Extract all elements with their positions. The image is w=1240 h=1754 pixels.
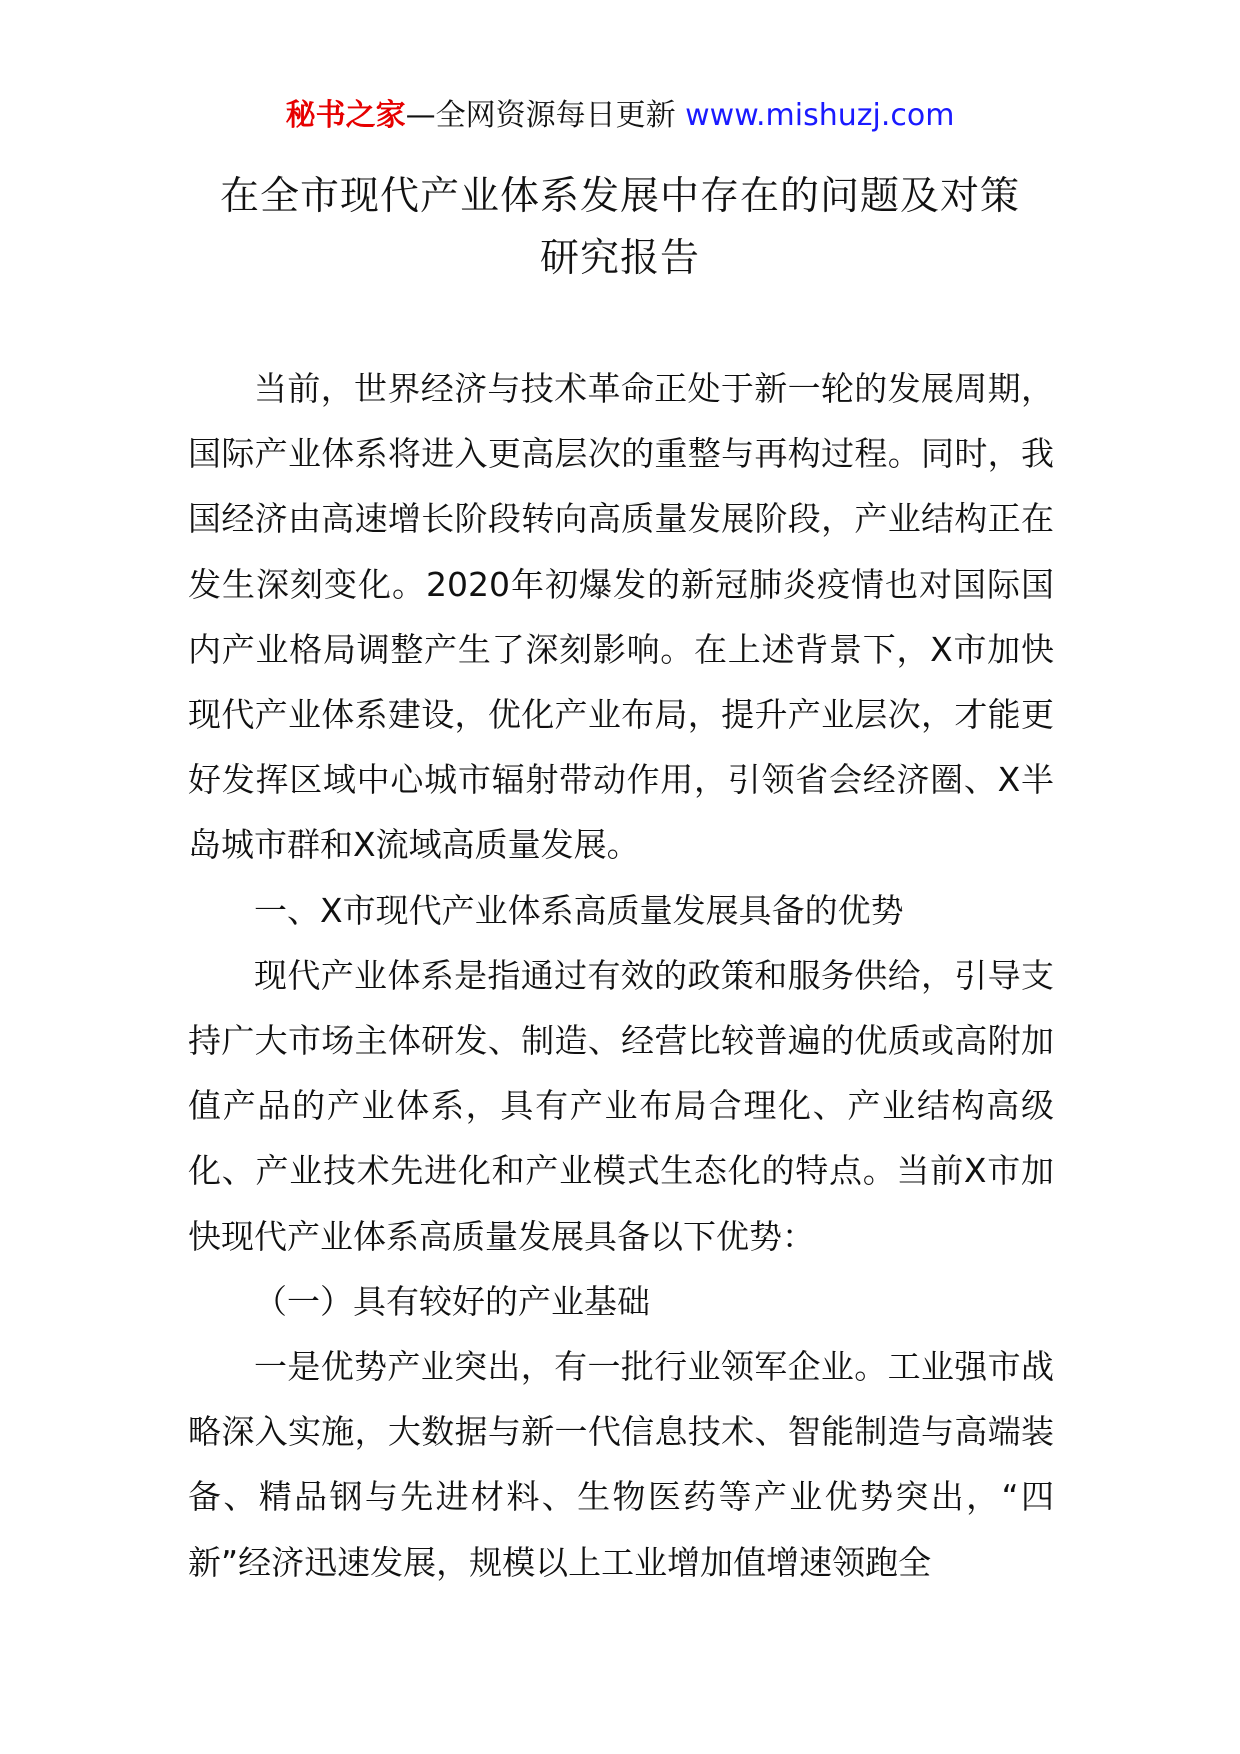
brand-name: 秘书之家 bbox=[285, 98, 406, 133]
subsection-heading-1: （一）具有较好的产业基础 bbox=[254, 1281, 650, 1321]
paragraph-industry-base: 一是优势产业突出，有一批行业领军企业。工业强市战略深入实施，大数据与新一代信息技术、智能制造与高端装备、精品钢与先进材料、生物医药等产业优势突出，“四新”经济迅速发展，规模以上工业增加值增速领跑全 bbox=[188, 1347, 1054, 1582]
section-heading-1: 一、X市现代产业体系高质量发展具备的优势 bbox=[254, 890, 904, 930]
site-url-link[interactable]: www.mishuzj.com bbox=[685, 98, 955, 133]
document-title bbox=[150, 166, 1090, 290]
paragraph-intro: 当前，世界经济与技术革命正处于新一轮的发展周期，国际产业体系将进入更高层次的重整与再构过程。同时，我国经济由高速增长阶段转向高质量发展阶段，产业结构正在发生深刻变化。2020年初爆发的新冠肺炎疫情也对国际国内产业格局调整产生了深刻影响。在上述背景下，X市加快现代产业体系建设，优化产业布局，提升产业层次，才能更好发挥区域中心城市辐射带动作用，引领省会经济圈、X半岛城市群和X流域高质量发展。 bbox=[188, 369, 1054, 865]
header-slogan: —全网资源每日更新 bbox=[405, 98, 676, 133]
document-body bbox=[188, 356, 1054, 1595]
title-line-1: 在全市现代产业体系发展中存在的问题及对策 bbox=[219, 174, 1020, 219]
title-line-2: 研究报告 bbox=[539, 236, 700, 281]
site-header bbox=[0, 96, 1240, 136]
paragraph-definition: 现代产业体系是指通过有效的政策和服务供给，引导支持广大市场主体研发、制造、经营比较普遍的优质或高附加值产品的产业体系，具有产业布局合理化、产业结构高级化、产业技术先进化和产业模式生态化的特点。当前X市加快现代产业体系高质量发展具备以下优势： bbox=[188, 955, 1054, 1256]
